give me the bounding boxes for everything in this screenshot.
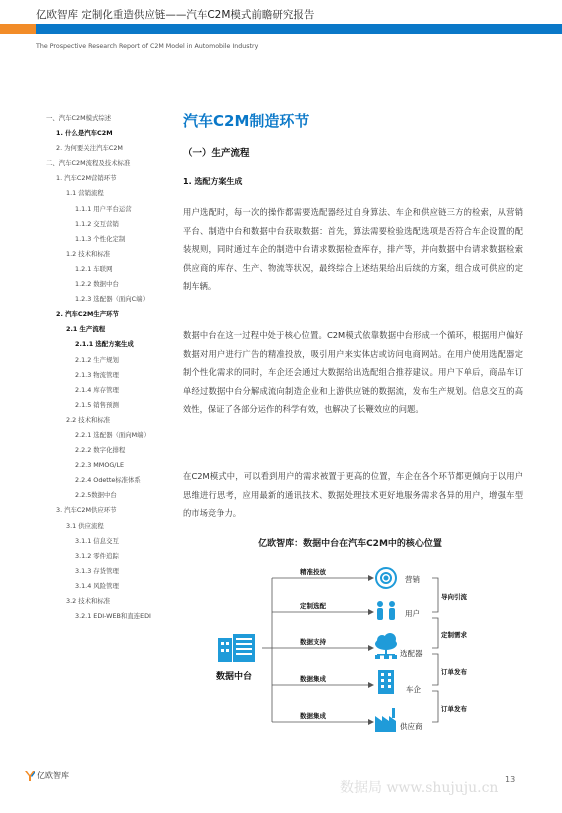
factory-icon bbox=[375, 708, 396, 732]
toc-item[interactable]: 1. 汽车C2M营销环节 bbox=[56, 174, 117, 183]
paragraph: 在C2M模式中，可以看到用户的需求被置于更高的位置，车企在各个环节都更倾向于以用户思维进行思考，应用最新的通讯技术、数据处理技术更好地服务需求各异的用户，增强车型的市场竞争力。 bbox=[183, 471, 523, 519]
toc-item[interactable]: 3.1 供应流程 bbox=[66, 521, 104, 530]
toc-item[interactable]: 1.2.3 选配器（面向C端） bbox=[75, 295, 149, 304]
toc-item[interactable]: 1. 什么是汽车C2M bbox=[56, 129, 113, 138]
section-title: 汽车C2M制造环节 bbox=[183, 112, 310, 130]
diagram-canvas bbox=[200, 558, 520, 748]
node-label-supplier: 供应商 bbox=[400, 722, 423, 731]
toc-item[interactable]: 2. 为何要关注汽车C2M bbox=[56, 144, 123, 153]
toc-item[interactable]: 一、汽车C2M模式综述 bbox=[46, 114, 112, 122]
toc-item[interactable]: 3. 汽车C2M供应环节 bbox=[56, 506, 117, 515]
toc-item[interactable]: 2.1.1 选配方案生成 bbox=[75, 340, 134, 349]
toc-item[interactable]: 1.1.1 用户平台运营 bbox=[75, 204, 132, 213]
data-hub-diagram bbox=[200, 558, 520, 748]
toc-item[interactable]: 2.1 生产流程 bbox=[66, 325, 106, 334]
report-title: 亿欧智库 定制化重造供应链——汽车C2M模式前瞻研究报告 bbox=[36, 9, 315, 21]
logo-icon bbox=[25, 771, 35, 781]
hub-label: 数据中台 bbox=[216, 672, 253, 682]
toc-item[interactable]: 3.1.3 存货管理 bbox=[75, 566, 119, 575]
toc-item[interactable]: 3.1.2 零件追踪 bbox=[75, 551, 119, 560]
paragraph: 数据中台在这一过程中处于核心位置。C2M模式依靠数据中台形成一个循环，根据用户偏好数据对用户进行广告的精准投放，吸引用户来实体店或访问电商网站。在用户使用选配器定制个性化需求的同时，车企还会通过大数据给出选配组合推荐建议。用户下单后，商品车订单经过数据中台分解成流向制造企业和上游供应链的数据流，发布生产规划。信息交互的高效性，保证了各部分运作的科学有效，也解决了长鞭效应的问题。 bbox=[183, 330, 523, 415]
toc-item[interactable]: 2.2.3 MMOG/LE bbox=[75, 461, 125, 470]
toc-item[interactable]: 2. 汽车C2M生产环节 bbox=[56, 310, 119, 319]
toc-item[interactable]: 3.2 技术和标准 bbox=[66, 597, 111, 605]
paragraph: 用户选配时，每一次的操作都需要选配器经过自身算法、车企和供应链三方的检索，从营销平台、制造中台和数据中台获取数据：首先，算法需要检验选配选项是否符合车企设置的配装规则，同时通过车企的制造中台请求数据检查库存，排产等，并向数据中台请求数据检索供应商的库存、生产、物流等状况，最终综合上述结果给出后续的方案，组合成可供应的定制车辆。 bbox=[183, 207, 523, 292]
report-subtitle: The Prospective Research Report of C2M Model in Automobile Industry bbox=[36, 43, 259, 50]
toc-item[interactable]: 2.1.3 物流管理 bbox=[75, 370, 119, 379]
cloud-network-icon bbox=[375, 633, 397, 659]
toc-item[interactable]: 2.2.5数据中台 bbox=[75, 491, 117, 500]
building-icon bbox=[218, 634, 255, 662]
toc-item[interactable]: 2.1.4 库存管理 bbox=[75, 385, 119, 394]
toc-item[interactable]: 1.2.2 数据中台 bbox=[75, 280, 119, 289]
toc-item[interactable]: 2.1.2 生产规划 bbox=[75, 355, 119, 364]
toc-item[interactable]: 2.2.4 Odette标准体系 bbox=[75, 476, 141, 485]
edge-label: 精准投放 bbox=[300, 568, 326, 576]
node-label-configurator: 选配器 bbox=[400, 649, 423, 658]
toc-item[interactable]: 3.1.1 信息交互 bbox=[75, 536, 119, 545]
toc-item[interactable]: 2.1.5 销售预测 bbox=[75, 400, 119, 409]
toc-item[interactable]: 1.1.3 个性化定制 bbox=[75, 234, 126, 243]
flow-label: 订单发布 bbox=[441, 668, 467, 676]
toc-item[interactable]: 1.1 营销流程 bbox=[66, 189, 104, 198]
arrow-heads bbox=[368, 575, 374, 725]
watermark: 数据局 www.shujuju.cn bbox=[340, 780, 499, 796]
toc-item[interactable]: 3.1.4 风险管理 bbox=[75, 581, 119, 590]
toc-item[interactable]: 1.1.2 交互营销 bbox=[75, 219, 119, 228]
office-building-icon bbox=[378, 670, 394, 694]
edge-label: 数据支持 bbox=[300, 638, 326, 646]
page-number: 13 bbox=[505, 775, 516, 784]
toc-item[interactable]: 二、汽车C2M流程及技术标准 bbox=[46, 159, 131, 168]
edge-label: 数据集成 bbox=[300, 675, 326, 683]
toc-item[interactable]: 1.2.1 车联网 bbox=[75, 264, 113, 273]
target-icon bbox=[376, 568, 396, 588]
header-accent-bar bbox=[0, 24, 36, 34]
toc-item[interactable]: 2.2.2 数字化排程 bbox=[75, 446, 126, 455]
sub-title: （一）生产流程 bbox=[183, 148, 250, 159]
table-of-contents bbox=[46, 111, 178, 624]
toc-item[interactable]: 2.2.1 选配器（面向M端） bbox=[75, 430, 150, 439]
flow-label: 导向引流 bbox=[441, 593, 467, 601]
node-label-marketing: 营销 bbox=[405, 575, 420, 584]
users-icon bbox=[377, 601, 395, 620]
node-label-automaker: 车企 bbox=[406, 685, 421, 694]
flow-label: 订单发布 bbox=[441, 705, 467, 713]
edge-label: 数据集成 bbox=[300, 712, 326, 720]
subsection-heading: 1. 选配方案生成 bbox=[183, 177, 243, 186]
toc-item[interactable]: 1.2 技术和标准 bbox=[66, 249, 111, 258]
edge-label: 定制选配 bbox=[300, 602, 326, 610]
node-label-user: 用户 bbox=[405, 609, 420, 618]
figure-title: 亿欧智库：数据中台在汽车C2M中的核心位置 bbox=[258, 539, 442, 549]
logo-text: 亿欧智库 bbox=[37, 771, 69, 780]
header-bar bbox=[36, 24, 562, 34]
toc-item[interactable]: 3.2.1 EDI-WEB和直连EDI bbox=[75, 612, 151, 621]
flow-label: 定制需求 bbox=[441, 631, 467, 639]
toc-item[interactable]: 2.2 技术和标准 bbox=[66, 415, 111, 424]
